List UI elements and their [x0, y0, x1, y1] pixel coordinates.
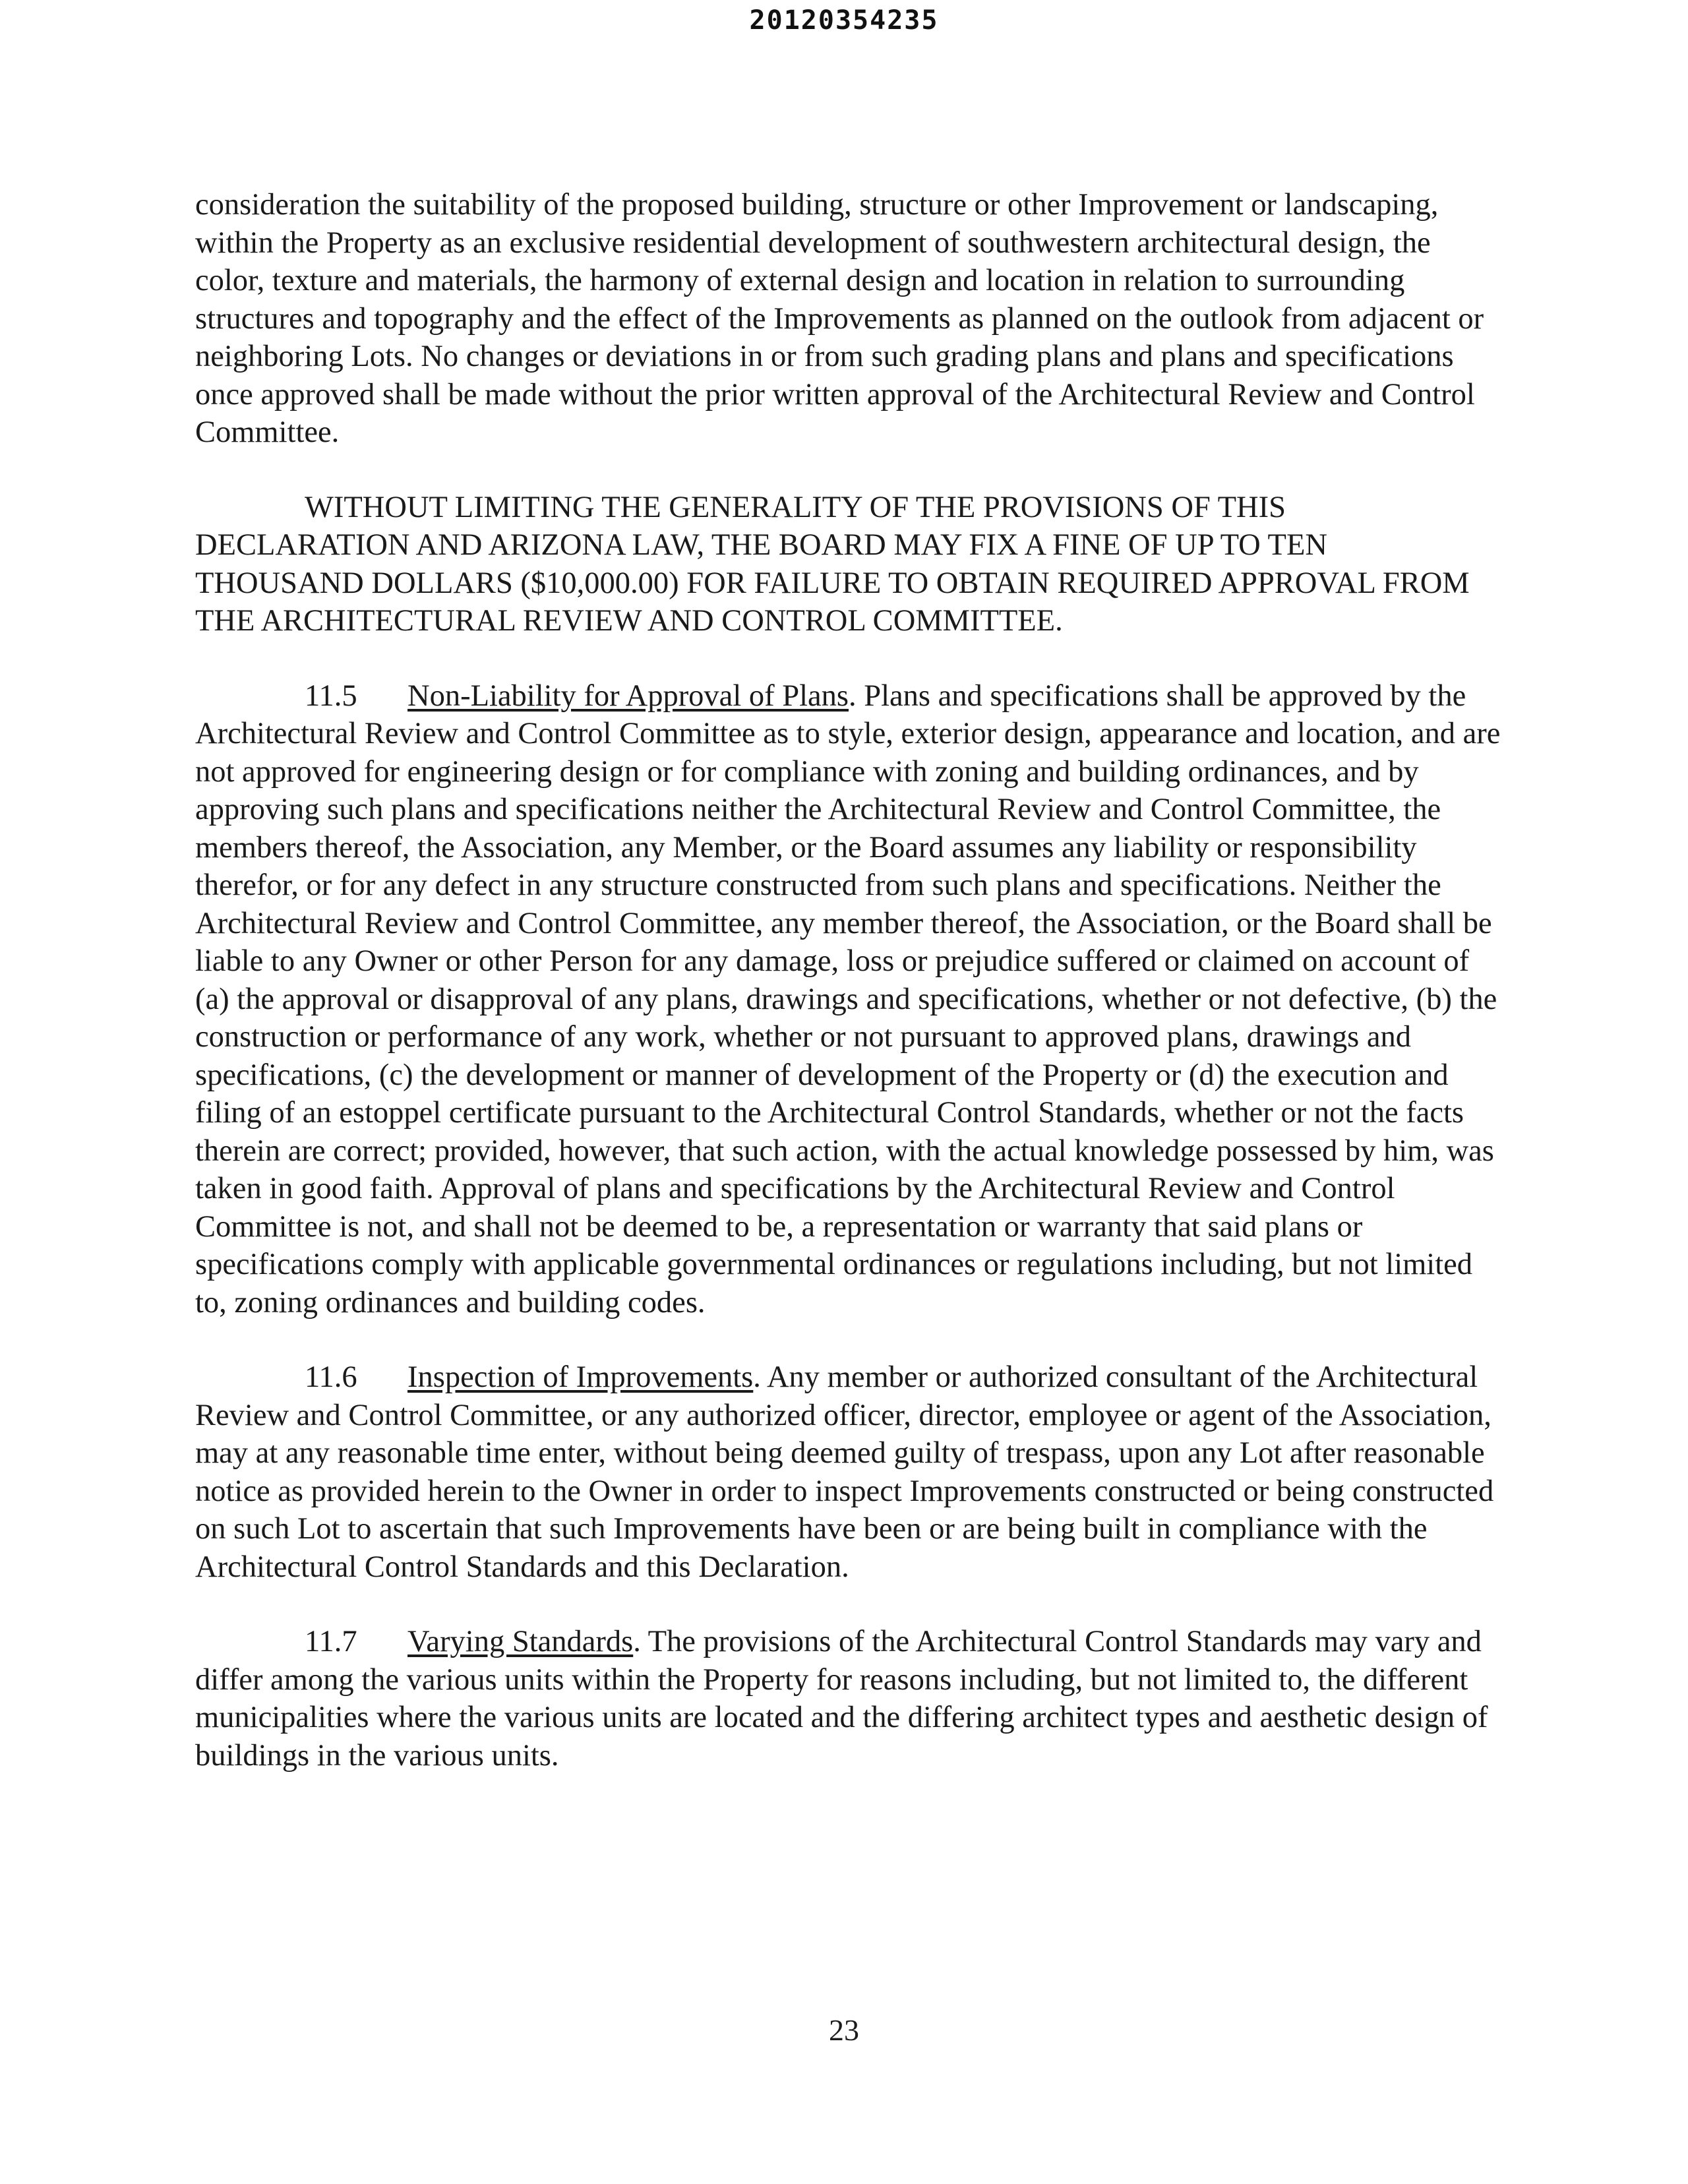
section-text: . Plans and specifications shall be approved by the Architectural Review and Control Committee as to style, exterior design, appearance and location, and are not approved for engineering design or for compliance with zoning and building ordinances, and by approving such plans and specifications neither the Architectural Review and Control Committee, the members thereof, the Association, any Member, or the Board assumes any liability or responsibility therefor, or for any defect in any structure constructed from such plans and specifications. Neither the Architectural Review and Control Committee, any member thereof, the Association, or the Board shall be liable to any Owner or other Person for any damage, loss or prejudice suffered or claimed on account of (a) the approval or disapproval of any plans, drawings and specifications, whether or not defective, (b) the construction or performance of any work, whether or not pursuant to approved plans, drawings and specifications, (c) the development or manner of development of the Property or (d) the execution and filing of an estoppel certificate pursuant to the Architectural Control Standards, whether or not the facts therein are correct; provided, however, that such action, with the actual knowledge possessed by him, was taken in good faith. Approval of plans and specifications by the Architectural Review and Control Committee is not, and shall not be deemed to be, a representation or warranty that said plans or specifications comply with applicable governmental ordinances or regulations including, but not limited to, zoning ordinances and building codes.: [195, 679, 1501, 1320]
section-heading: Varying Standards: [407, 1625, 634, 1658]
section-text: . The provisions of the Architectural Control Standards may vary and differ among the various units within the Property for reasons including, but not limited to, the different municipalities where the various units are located and the differing architect types and aesthetic design of buildings in the various units.: [195, 1625, 1488, 1773]
document-number: 20120354235: [749, 5, 939, 36]
section-text: . Any member or authorized consultant of the Architectural Review and Control Committee, or any authorized officer, director, employee or agent of the Association, may at any reasonable time enter, without being deemed guilty of trespass, upon any Lot after reasonable notice as provided herein to the Owner in order to inspect Improvements constructed or being constructed on such Lot to ascertain that such Improvements have been or are being built in compliance with the Architectural Control Standards and this Declaration.: [195, 1360, 1494, 1584]
page-number: 23: [829, 2013, 859, 2047]
section-heading: Non-Liability for Approval of Plans: [407, 679, 849, 713]
document-body: [195, 186, 1501, 1811]
section-number: 11.7: [305, 1625, 357, 1658]
section-11-7: [195, 1623, 1501, 1774]
section-number: 11.6: [305, 1360, 357, 1394]
section-heading: Inspection of Improvements: [407, 1360, 754, 1394]
section-11-6: [195, 1358, 1501, 1586]
section-11-5: [195, 677, 1501, 1322]
paragraph-fine-notice: WITHOUT LIMITING THE GENERALITY OF THE PROVISIONS OF THIS DECLARATION AND ARIZONA LAW, THE BOARD MAY FIX A FINE OF UP TO TEN THOUSAND DOLLARS ($10,000.00) FOR FAILURE TO OBTAIN REQUIRED APPROVAL FROM THE ARCHITECTURAL REVIEW AND CONTROL COMMITTEE.: [195, 490, 1470, 638]
paragraph-continued: consideration the suitability of the proposed building, structure or other Improvement or landscaping, within the Property as an exclusive residential development of southwestern architectural design, the color, texture and materials, the harmony of external design and location in relation to surrounding structures and topography and the effect of the Improvements as planned on the outlook from adjacent or neighboring Lots. No changes or deviations in or from such grading plans and plans and specifications once approved shall be made without the prior written approval of the Architectural Review and Control Committee.: [195, 188, 1484, 449]
section-number: 11.5: [305, 679, 357, 713]
